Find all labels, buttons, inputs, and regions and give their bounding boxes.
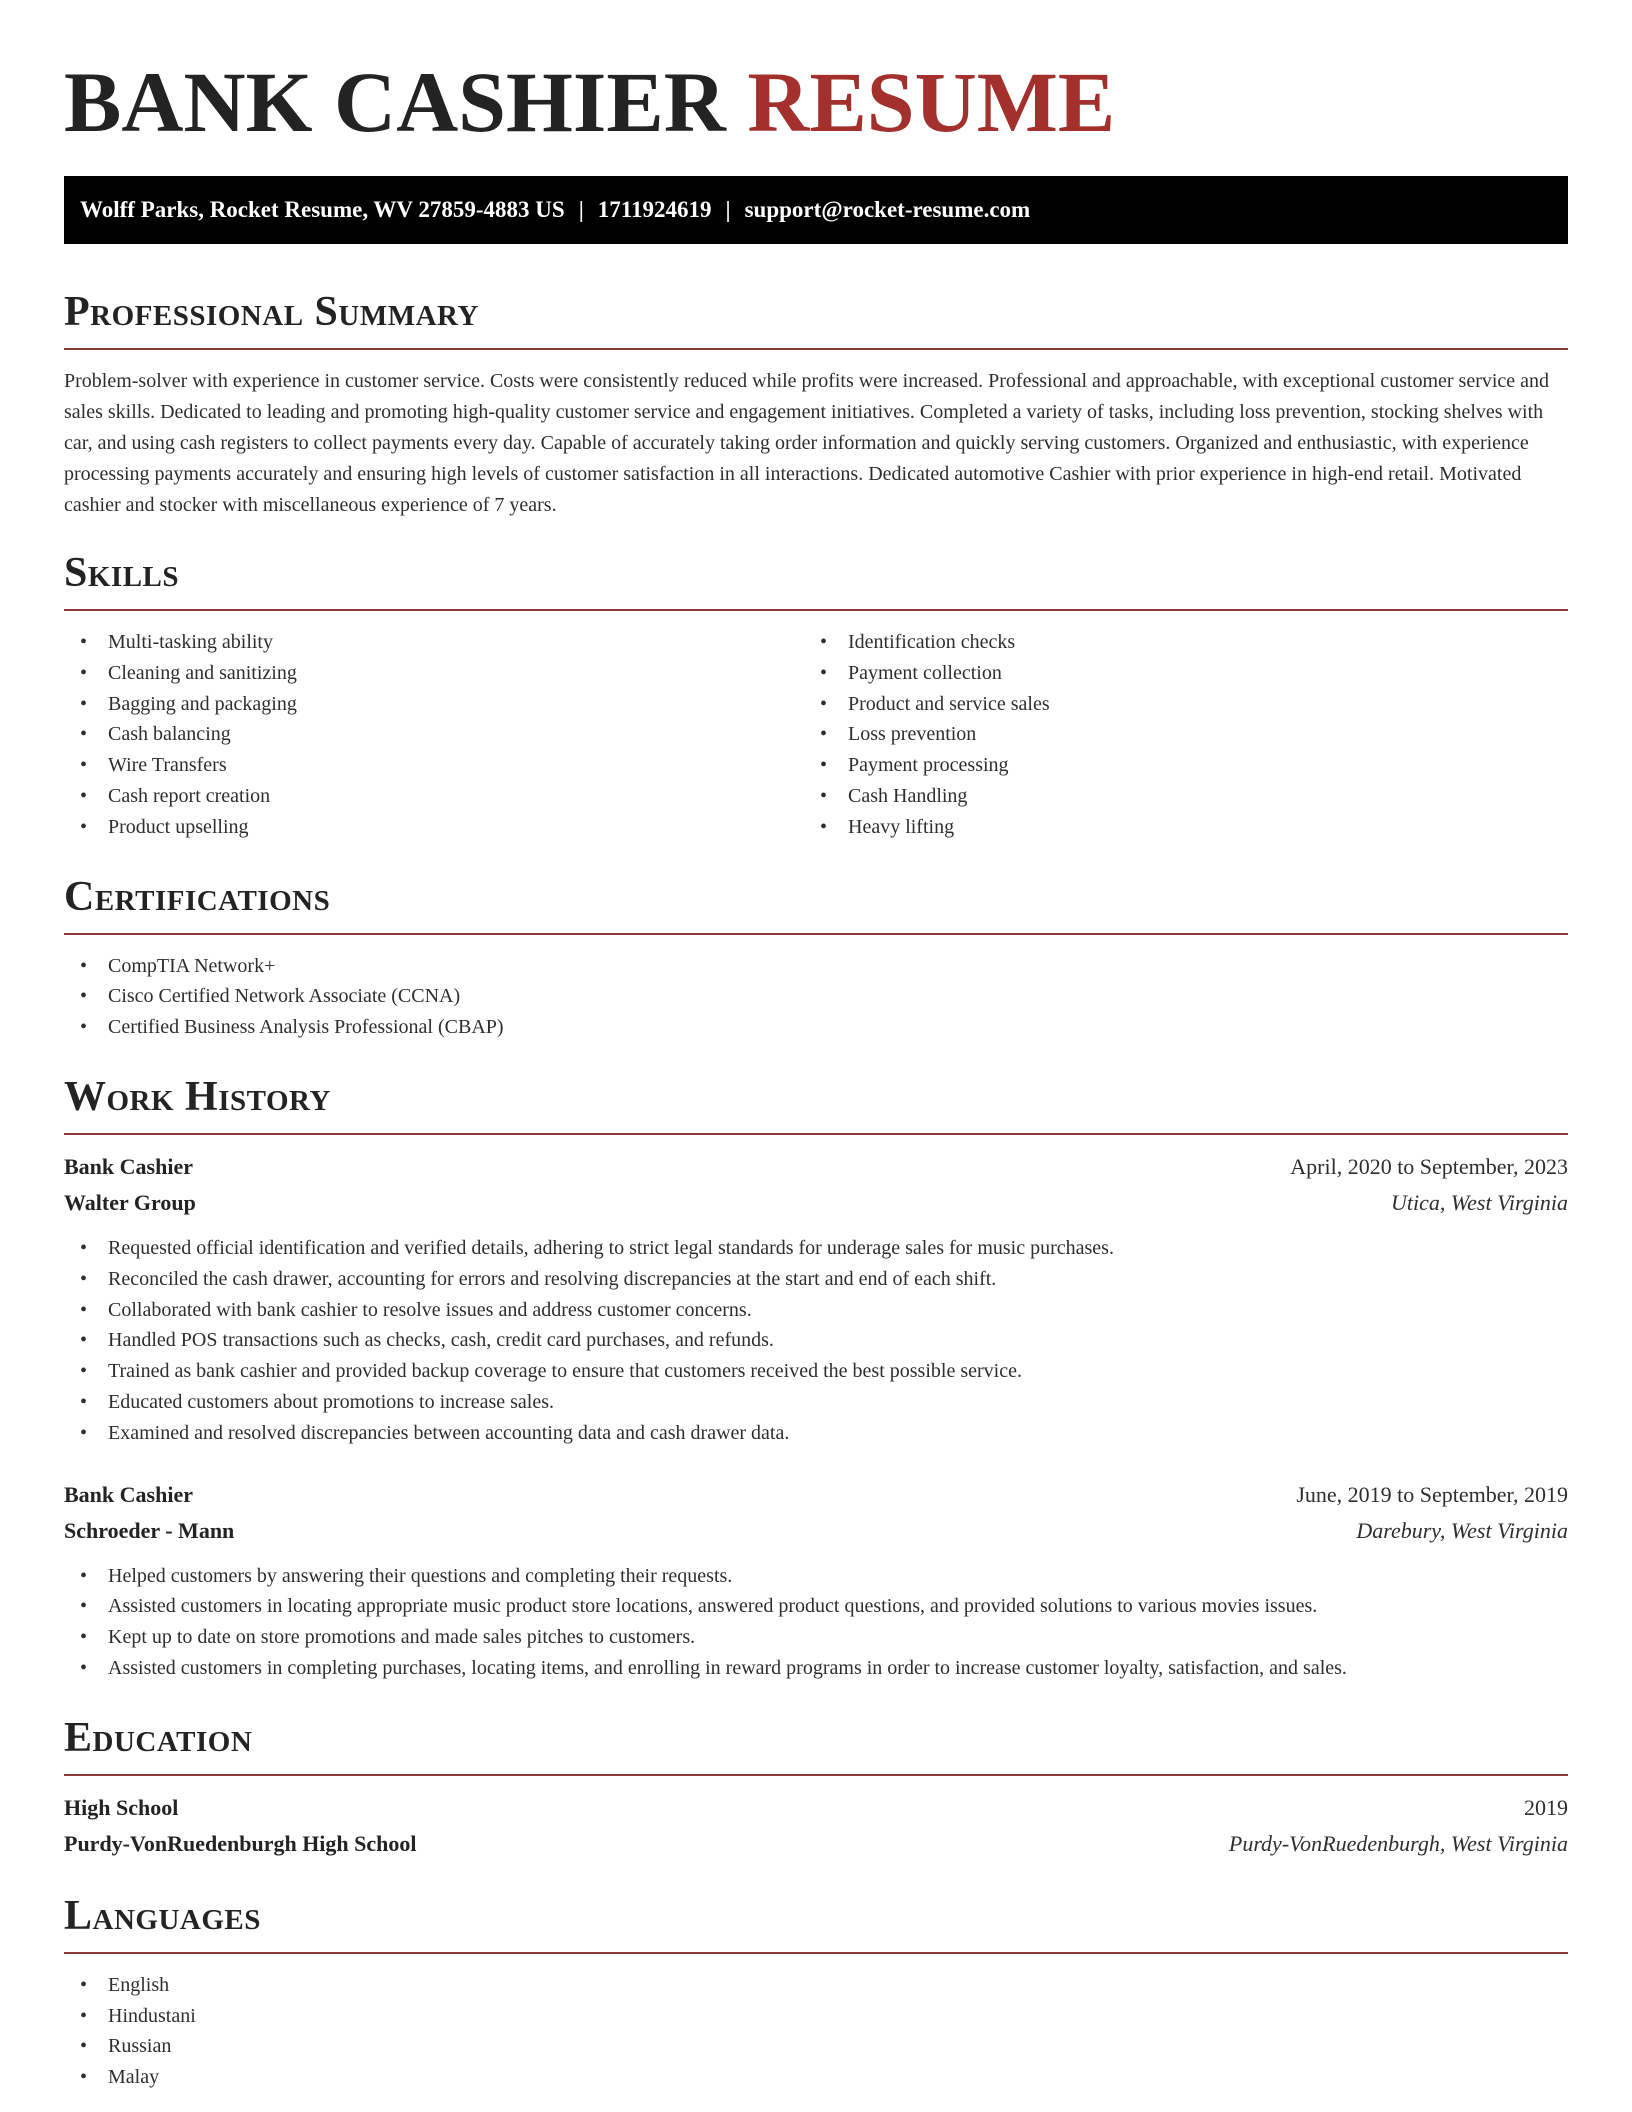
language-item: • Malay [64,2062,1568,2093]
job-duty: • Requested official identification and verified details, adhering to strict legal standards for underage sales for music purchases. [64,1233,1568,1264]
languages-section [64,1888,1568,2093]
summary-section [64,284,1568,521]
education-year: 2019 [1524,1794,1568,1820]
language-item: • Hindustani [64,2001,1568,2032]
skills-list-right [804,627,1544,843]
job-location: Utica, West Virginia [1390,1189,1568,1215]
skill-item: • Cash Handling [804,781,1544,812]
section-title-skills: Skills [64,550,180,596]
education-section [64,1710,1568,1862]
job-duties-list [64,1561,1568,1684]
certification-item: • Certified Business Analysis Professional (CBAP) [64,1012,1568,1043]
skills-column-left [64,627,804,843]
skill-item: • Multi-tasking ability [64,627,804,658]
job-header-row [64,1149,1568,1185]
skill-item: • Cash report creation [64,781,804,812]
skills-list-left [64,627,804,843]
job-header-row [64,1477,1568,1513]
title-main: BANK CASHIER [64,54,726,150]
skill-item: • Cash balancing [64,719,804,750]
section-title-work-history: Work History [64,1073,331,1120]
work-history-section [64,1069,1568,1684]
education-school-row [64,1826,1568,1862]
job-duty: • Reconciled the cash drawer, accounting for errors and resolving discrepancies at the start and end of each shift. [64,1264,1568,1295]
section-divider [64,609,1568,611]
summary-text: Problem-solver with experience in customer service. Costs were consistently reduced while profits were increased. Professional and approachable, with exceptional customer service and sales skills. Dedicated to leading and promoting high-quality customer service and engagement initiatives. Completed a variety of tasks, including loss prevention, stocking shelves with car, and using cash registers to collect payments every day. Capable of accurately taking order information and quickly serving customers. Organized and enthusiastic, with experience processing payments accurately and ensuring high levels of customer satisfaction in all interactions. Dedicated automotive Cashier with prior experience in high-end retail. Motivated cashier and stocker with miscellaneous experience of 7 years. [64,370,1550,516]
contact-address: Wolff Parks, Rocket Resume, WV 27859-4883 US [80,197,565,222]
resume-title [64,0,1568,152]
job-entry [64,1477,1568,1684]
contact-phone: 1711924619 [597,197,712,222]
skill-item: • Identification checks [804,627,1544,658]
job-duty: • Examined and resolved discrepancies between accounting data and cash drawer data. [64,1418,1568,1449]
skill-item: • Loss prevention [804,719,1544,750]
languages-list [64,1970,1568,2093]
section-divider [64,1952,1568,1954]
certification-item: • CompTIA Network+ [64,951,1568,982]
job-entry [64,1149,1568,1449]
job-company: Schroeder - Mann [64,1517,235,1543]
skills-columns [64,627,1568,843]
education-location: Purdy-VonRuedenburgh, West Virginia [1228,1830,1568,1856]
section-divider [64,1133,1568,1135]
contact-bar [64,176,1568,244]
language-item: • Russian [64,2031,1568,2062]
section-title-languages: Languages [64,1892,261,1939]
job-duty: • Assisted customers in locating appropriate music product store locations, answered product questions, and provided solutions to various movies issues. [64,1591,1568,1622]
job-duty: • Educated customers about promotions to increase sales. [64,1387,1568,1418]
contact-email[interactable]: support@rocket-resume.com [744,197,1031,222]
job-duty: • Trained as bank cashier and provided backup coverage to ensure that customers received the best possible service. [64,1356,1568,1387]
job-dates: June, 2019 to September, 2019 [1296,1481,1568,1507]
title-accent: RESUME [747,54,1116,150]
certifications-section [64,869,1568,1043]
skill-item: • Payment processing [804,750,1544,781]
section-divider [64,1774,1568,1776]
job-duty: • Assisted customers in completing purchases, locating items, and enrolling in reward programs in order to increase customer loyalty, satisfaction, and sales. [64,1653,1568,1684]
certification-item: • Cisco Certified Network Associate (CCNA) [64,981,1568,1012]
job-company-row [64,1185,1568,1221]
job-dates: April, 2020 to September, 2023 [1290,1153,1568,1179]
section-title-certifications: Certifications [64,873,331,920]
education-school: Purdy-VonRuedenburgh High School [64,1830,417,1856]
job-company: Walter Group [64,1189,196,1215]
skills-column-right [804,627,1544,843]
skills-section [64,545,1568,843]
job-title: Bank Cashier [64,1481,193,1507]
education-entry [64,1790,1568,1862]
job-title: Bank Cashier [64,1153,193,1179]
education-degree: High School [64,1794,179,1820]
skill-item: • Cleaning and sanitizing [64,658,804,689]
job-duty: • Handled POS transactions such as checks, cash, credit card purchases, and refunds. [64,1325,1568,1356]
section-title-summary: Professional Summary [64,289,479,335]
job-duty: • Helped customers by answering their questions and completing their requests. [64,1561,1568,1592]
resume-page [64,0,1568,2093]
job-company-row [64,1513,1568,1549]
contact-separator: | [578,197,584,222]
section-divider [64,933,1568,935]
skill-item: • Product and service sales [804,689,1544,720]
section-divider [64,348,1568,350]
job-duty: • Kept up to date on store promotions and made sales pitches to customers. [64,1622,1568,1653]
language-item: • English [64,1970,1568,2001]
skill-item: • Wire Transfers [64,750,804,781]
skill-item: • Heavy lifting [804,812,1544,843]
skill-item: • Bagging and packaging [64,689,804,720]
job-location: Darebury, West Virginia [1356,1517,1568,1543]
education-header-row [64,1790,1568,1826]
job-duties-list [64,1233,1568,1449]
certifications-list [64,951,1568,1043]
skill-item: • Product upselling [64,812,804,843]
job-duty: • Collaborated with bank cashier to resolve issues and address customer concerns. [64,1295,1568,1326]
section-title-education: Education [64,1714,253,1761]
skill-item: • Payment collection [804,658,1544,689]
contact-separator: | [725,197,731,222]
